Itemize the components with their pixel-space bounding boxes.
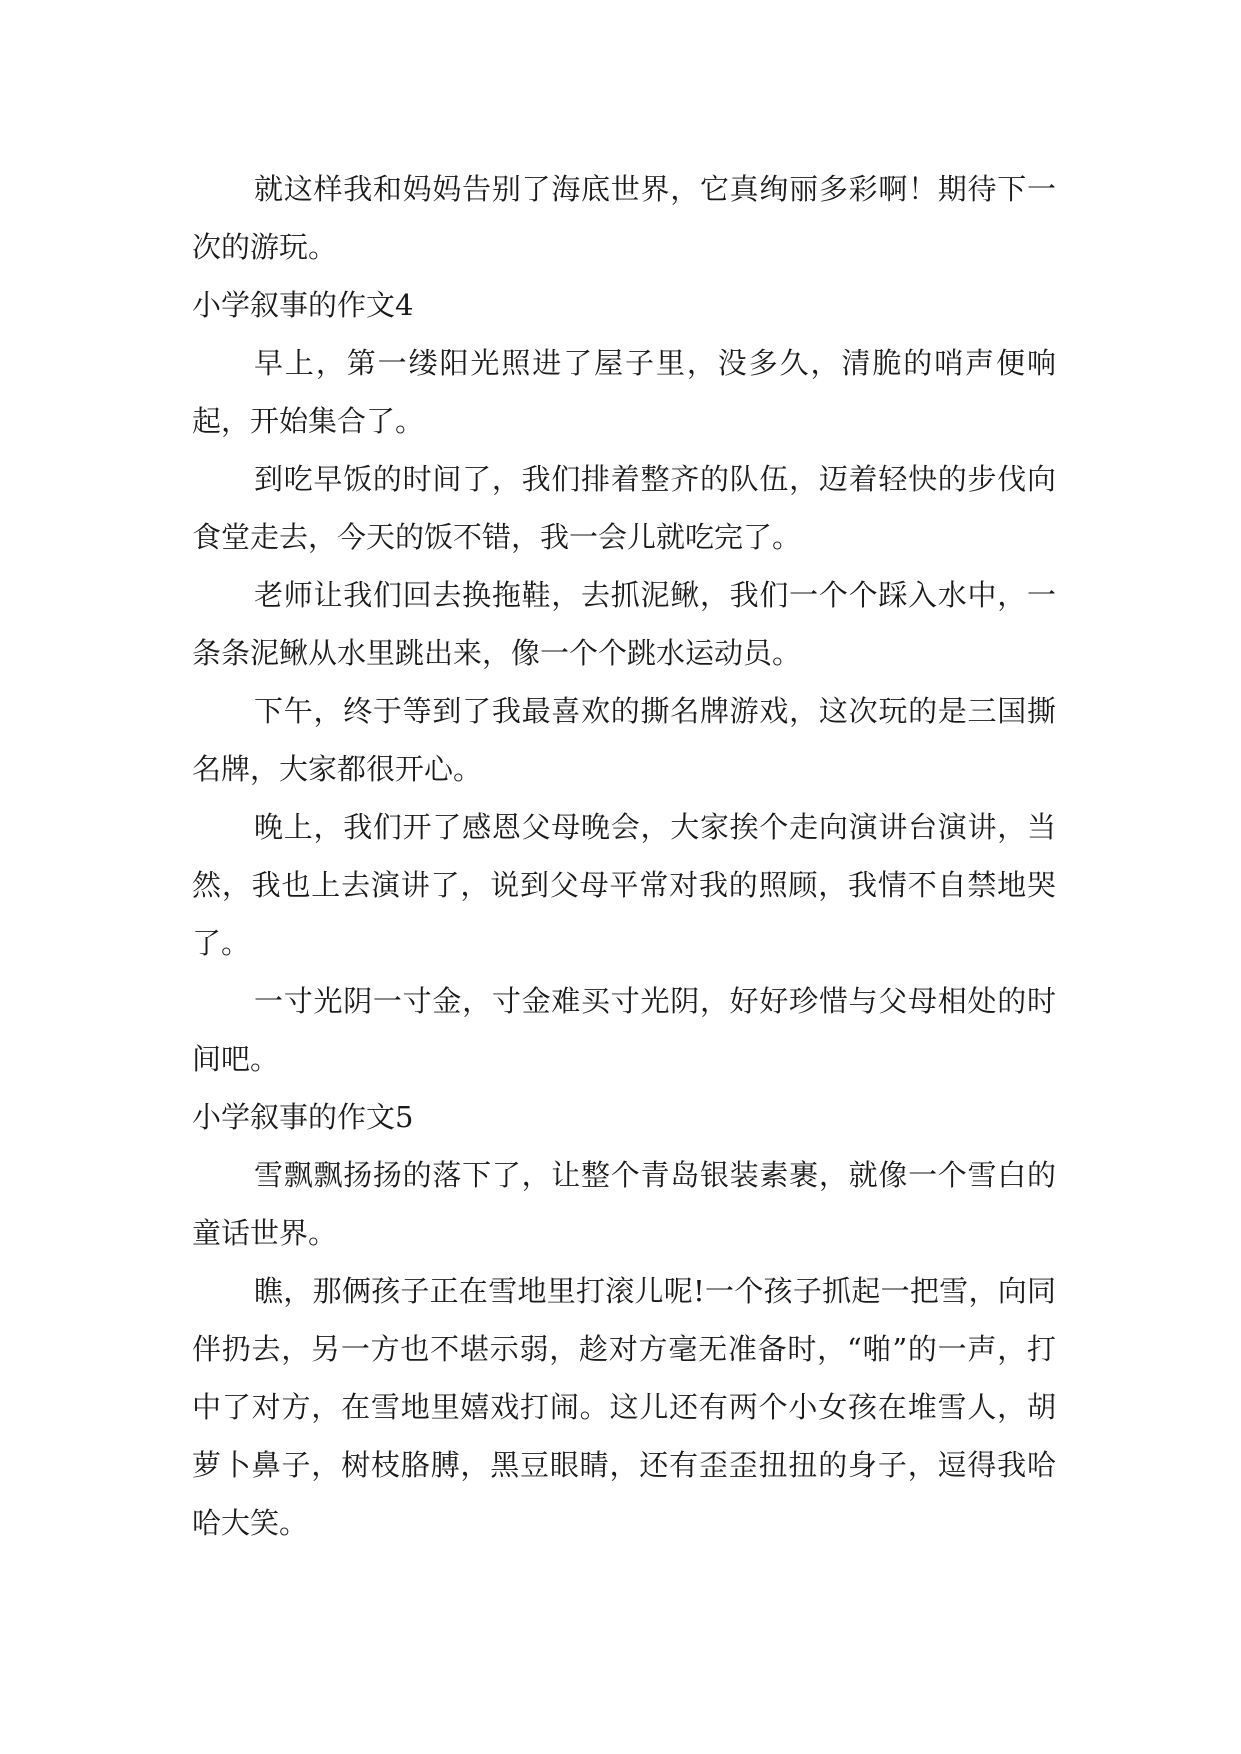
paragraph: 就这样我和妈妈告别了海底世界，它真绚丽多彩啊！期待下一次的游玩。 — [192, 172, 1056, 264]
paragraph: 到吃早饭的时间了，我们排着整齐的队伍，迈着轻快的步伐向食堂走去，今天的饭不错，我一会儿就吃完了。 — [192, 462, 1056, 554]
paragraph: 晚上，我们开了感恩父母晚会，大家挨个走向演讲台演讲，当然，我也上去演讲了，说到父母平常对我的照顾，我情不自禁地哭了。 — [192, 810, 1056, 960]
paragraph: 早上，第一缕阳光照进了屋子里，没多久，清脆的哨声便响起，开始集合了。 — [192, 346, 1056, 438]
section-heading: 小学叙事的作文5 — [192, 1100, 414, 1134]
section-heading: 小学叙事的作文4 — [192, 288, 414, 322]
paragraph: 下午，终于等到了我最喜欢的撕名牌游戏，这次玩的是三国撕名牌，大家都很开心。 — [192, 694, 1056, 786]
document-body — [192, 160, 1056, 1552]
paragraph: 瞧，那俩孩子正在雪地里打滚儿呢!一个孩子抓起一把雪，向同伴扔去，另一方也不堪示弱，趁对方毫无准备时，“啪”的一声，打中了对方，在雪地里嬉戏打闹。这儿还有两个小女孩在堆雪人，胡萝卜鼻子，树枝胳膊，黑豆眼睛，还有歪歪扭扭的身子，逗得我哈哈大笑。 — [192, 1274, 1056, 1540]
paragraph: 老师让我们回去换拖鞋，去抓泥鳅，我们一个个踩入水中，一条条泥鳅从水里跳出来，像一个个跳水运动员。 — [192, 578, 1056, 670]
paragraph: 一寸光阴一寸金，寸金难买寸光阴，好好珍惜与父母相处的时间吧。 — [192, 984, 1056, 1076]
paragraph: 雪飘飘扬扬的落下了，让整个青岛银装素裹，就像一个雪白的童话世界。 — [192, 1158, 1056, 1250]
